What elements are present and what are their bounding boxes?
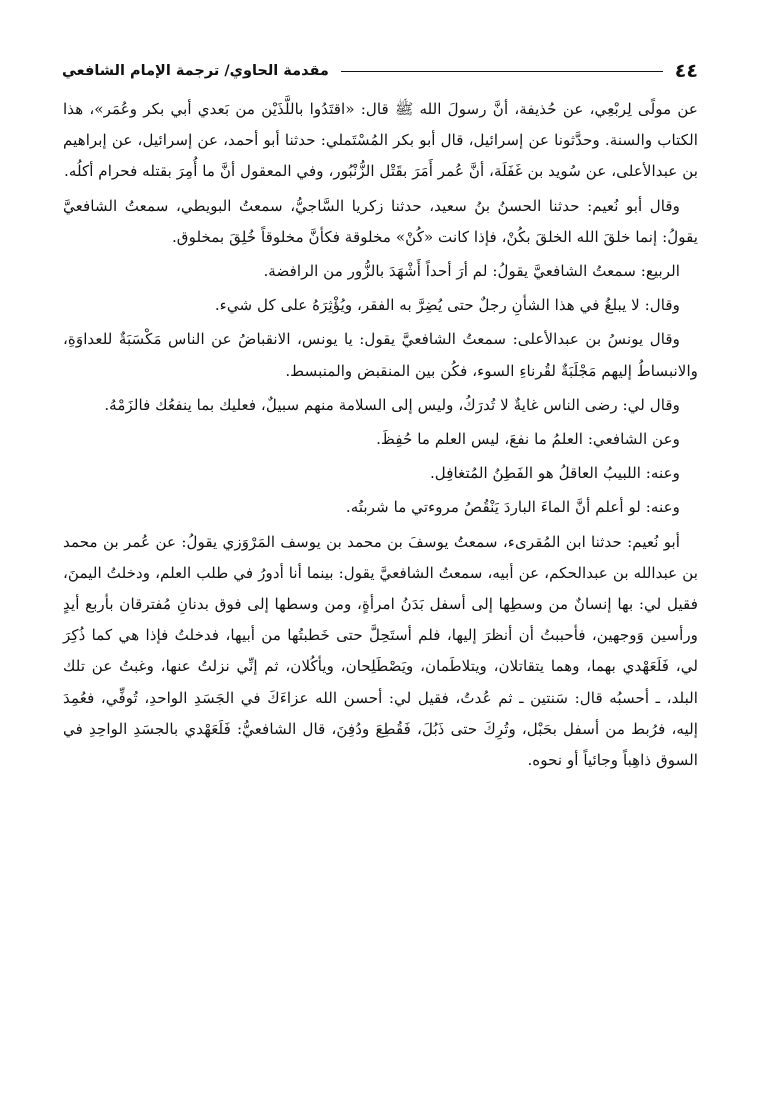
paragraph: وعنه: لو أعلم أنَّ الماءَ الباردَ يَنْقُصُ مروءتي ما شربتُه. xyxy=(345,498,680,517)
paragraph: وقال أبو نُعيم: حدثنا الحسنُ بنُ سعيد، حدثنا زكريا السَّاجيُّ، سمعتُ البويطي، سمعتُ الشافعيَّ يقولُ: إنما خلقَ الله الخلقَ بكُنْ، فإذا كانت «كُنْ» مخلوقة فكأنَّ مخلوقاً خُلِقَ بمخلوق. xyxy=(63,196,698,246)
paragraph: أبو نُعيم: حدثنا ابن المُقرىء، سمعتُ يوسفَ بن محمد بن يوسف المَرْوَزي يقولُ: عن عُمر بن محمد بن عبدالله بن عبدالحكم، عن أبيه، سمعتُ الشافعيَّ يقول: بينما أنا أدورُ في طلب العلم، ودخلتُ اليمنَ، فقيل لي: بها إنسانٌ من وسطِها إلى أسفل بَدَنُ امرأةٍ، ومن وسطها إلى فوق بدنانِ مُفترقان بأربع أيدٍ ورأسين وَوجهين، فأحببتُ أن أنظرَ إليها، فلم أستَحِلَّ حتى خَطبتُها من أبيها، فدخلتُ فإذا هي كما ذُكِرَ لي، فَلَعَهْدي بهما، وهما يتقاتلان، ويتلاطَمان، ويَصْطَلِحان، ويأكُلان، ثم إنِّي نزلتُ عنها، وغبتُ عن تلك البلد، ـ أحسبُه قال: سَنتين ـ ثم عُدتُ، فقيل لي: أحسن الله عزاءَكَ في الجَسَدِ الواحدِ، تُوفِّي، فعُمِدَ إليه، فرُبط من أسفل بحَبْل، وتُرِكَ حتى ذَبُلَ، فَقُطِعَ ودُفِنَ، قال الشافعيُّ: فَلَعَهْدي بالجسَدِ الواحِدِ في السوق ذاهِباً وجائياً أو نحوه. xyxy=(63,532,698,770)
running-title: مقدمة الحاوي/ ترجمة الإمام الشافعي xyxy=(62,63,329,79)
paragraph: وعنه: اللبيبُ العاقلُ هو الفَطِنُ المُتغافِل. xyxy=(429,464,680,483)
page-header xyxy=(62,58,698,84)
paragraph: وقال لي: رضى الناس غايةٌ لا تُدرَكُ، وليس إلى السلامة منهم سبيلٌ، فعليك بما ينفعُك فالزَمْهُ. xyxy=(104,395,680,414)
paragraph: عن مولًى لِربْعِي، عن حُذيفة، أنَّ رسولَ الله ﷺ قال: «اقتَدُوا باللَّذَيْن من بَعدي أبي بكر وعُمَر»، هذا الكتاب والسنة. وحدَّثونا عن إسرائيل، قال أبو بكر المُسْتَملي: حدثنا أبو أحمد، عن إسرائيل، عن إبراهيم بن عبدالأعلى، عن سُويد بن غَفَلَة، أنَّ عُمر أَمَرَ بقَتْل الزُّنْبُور، وفي المعقول أنَّ ما أُمِرَ بقتله فحرام أكلُه. xyxy=(63,100,698,181)
header-rule xyxy=(341,71,663,72)
paragraph: وعن الشافعي: العلمُ ما نفعَ، ليس العلم ما حُفِظَ. xyxy=(376,430,680,449)
page-number: ٤٤ xyxy=(674,60,698,82)
paragraph: وقال يونسُ بن عبدالأعلى: سمعتُ الشافعيَّ يقول: يا يونس، الانقباضُ عن الناس مَكْسَبَةٌ للعداوَةِ، والانبساطُ إليهم مَجْلَبَةٌ لقُرناءِ السوء، فكُن بين المنقبض والمنبسط. xyxy=(63,330,698,380)
page-body xyxy=(63,94,698,1081)
paragraph: وقال: لا يبلغُ في هذا الشأنِ رجلٌ حتى يُضِرَّ به الفقر، ويُؤْثِرَهُ على كل شيء. xyxy=(214,296,680,315)
paragraph: الربيع: سمعتُ الشافعيَّ يقولُ: لم أرَ أحداً أَشْهَدَ بالزُّور من الرافضة. xyxy=(263,262,680,281)
